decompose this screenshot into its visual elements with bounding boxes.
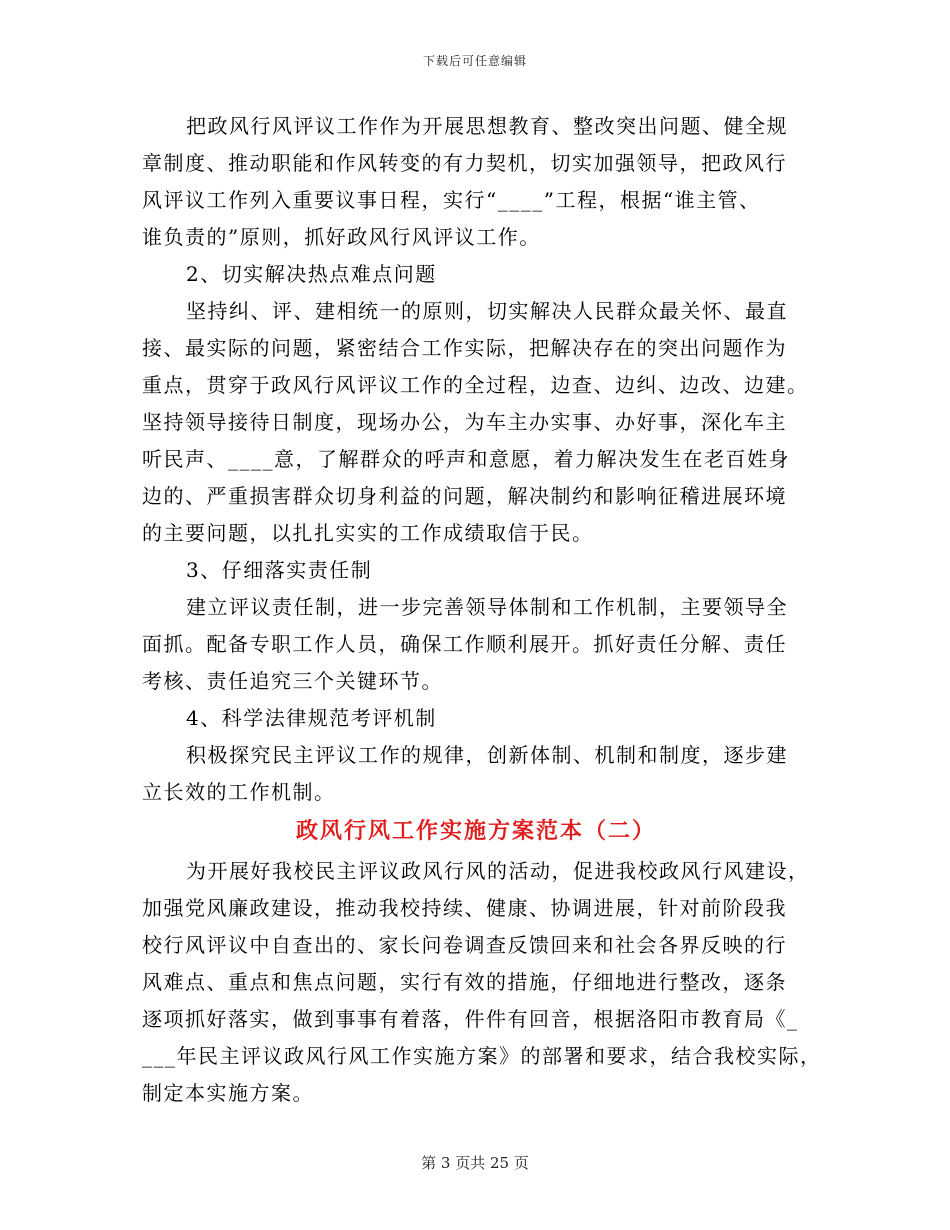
- subheading: 4、科学法律规范考评机制: [186, 706, 437, 730]
- paragraph-line: 接、最实际的问题，紧密结合工作实际，把解决存在的突出问题作为: [142, 336, 787, 360]
- paragraph-line: 制定本实施方案。: [142, 1081, 314, 1105]
- paragraph-line: 把政风行风评议工作作为开展思想教育、整改突出问题、健全规: [186, 114, 788, 138]
- document-body: [142, 108, 822, 1112]
- paragraph-line: 听民声、____意，了解群众的呼声和意愿，着力解决发生在老百姓身: [142, 447, 790, 471]
- paragraph-line: 建立评议责任制，进一步完善领导体制和工作机制，主要领导全: [186, 595, 788, 619]
- page-header: 下载后可任意编辑: [422, 54, 527, 68]
- paragraph-line: ___年民主评议政风行风工作实施方案》的部署和要求，结合我校实际，: [142, 1044, 822, 1068]
- paragraph-line: 立长效的工作机制。: [142, 780, 336, 804]
- paragraph-line: 校行风评议中自查出的、家长问卷调查反馈回来和社会各界反映的行: [142, 933, 787, 957]
- page-footer: 第 3 页共 25 页: [421, 1154, 529, 1172]
- paragraph-line: 重点，贯穿于政风行风评议工作的全过程，边查、边纠、边改、边建。: [142, 373, 809, 397]
- paragraph-line: 加强党风廉政建设，推动我校持续、健康、协调进展，针对前阶段我: [142, 896, 787, 920]
- paragraph-line: 为开展好我校民主评议政风行风的活动，促进我校政风行风建设，: [186, 859, 810, 883]
- paragraph-line: 坚持领导接待日制度，现场办公，为车主办实事、办好事，深化车主: [142, 410, 787, 434]
- paragraph-line: 风难点、重点和焦点问题，实行有效的措施，仔细地进行整改，逐条: [142, 970, 787, 994]
- subheading: 2、切实解决热点难点问题: [186, 262, 437, 286]
- paragraph-line: 面抓。配备专职工作人员，确保工作顺利展开。抓好责任分解、责任: [142, 632, 787, 656]
- subheading: 3、仔细落实责任制: [186, 558, 373, 582]
- paragraph-line: 的主要问题，以扎扎实实的工作成绩取信于民。: [142, 521, 594, 545]
- paragraph-line: 坚持纠、评、建相统一的原则，切实解决人民群众最关怀、最直: [186, 299, 788, 323]
- paragraph-line: 风评议工作列入重要议事日程，实行“____”工程，根据“谁主管、: [142, 188, 761, 212]
- paragraph-line: 章制度、推动职能和作风转变的有力契机，切实加强领导，把政风行: [142, 151, 787, 175]
- section-title: 政风行风工作实施方案范本（二）: [295, 818, 656, 844]
- paragraph-line: 谁负责的”原则，抓好政风行风评议工作。: [142, 225, 541, 249]
- paragraph-line: 逐项抓好落实，做到事事有着落，件件有回音，根据洛阳市教育局《_: [142, 1007, 799, 1031]
- paragraph-line: 考核、责任追究三个关键环节。: [142, 669, 443, 693]
- paragraph-line: 边的、严重损害群众切身利益的问题，解决制约和影响征稽进展环境: [142, 484, 787, 508]
- paragraph-line: 积极探究民主评议工作的规律，创新体制、机制和制度，逐步建: [186, 743, 788, 767]
